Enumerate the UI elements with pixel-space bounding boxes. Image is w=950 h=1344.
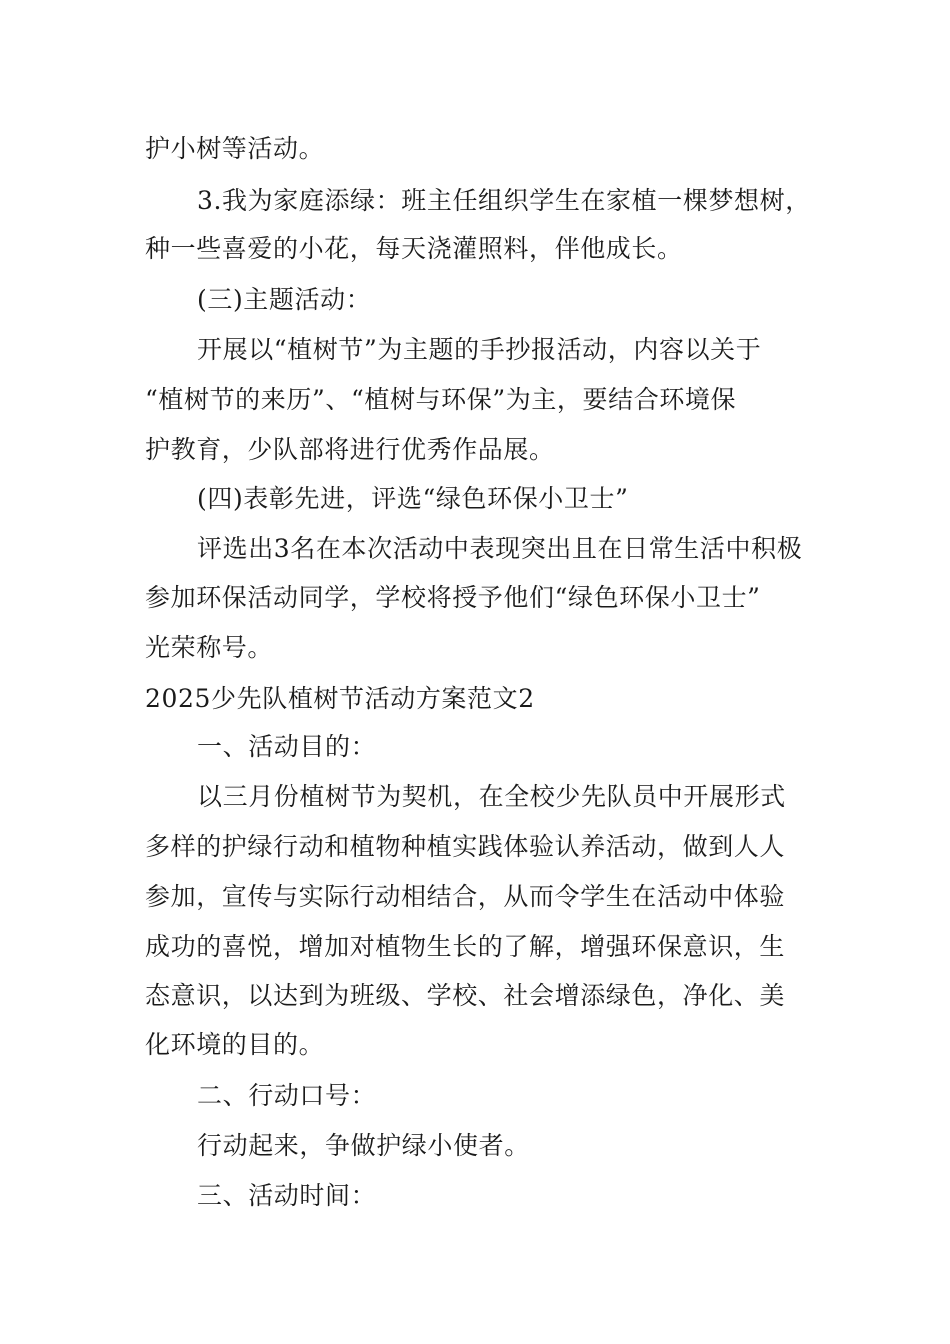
body-text-line: 护小树等活动。 <box>145 134 325 163</box>
body-text-line: 开展以“植树节”为主题的手抄报活动，内容以关于 <box>197 335 762 364</box>
body-text-line: 光荣称号。 <box>145 633 274 662</box>
body-text-line: 参加环保活动同学，学校将授予他们“绿色环保小卫士” <box>145 583 761 612</box>
body-text-line: 参加，宣传与实际行动相结合，从而令学生在活动中体验 <box>145 882 786 911</box>
section-heading-3: (三)主题活动： <box>197 285 372 314</box>
body-text-line: 以三月份植树节为契机，在全校少先队员中开展形式 <box>197 782 786 811</box>
list-item-3: 3.我为家庭添绿：班主任组织学生在家植一棵梦想树， <box>197 186 811 215</box>
section-heading-1: 一、活动目的： <box>197 732 377 761</box>
body-text-line: 评选出3名在本次活动中表现突出且在日常生活中积极 <box>197 534 803 563</box>
body-text-line: 态意识，以达到为班级、学校、社会增添绿色，净化、美 <box>145 981 786 1010</box>
body-text-line: 种一些喜爱的小花，每天浇灌照料，伴他成长。 <box>145 234 683 263</box>
body-text-line: “植树节的来历”、“植树与环保”为主，要结合环境保 <box>145 385 737 414</box>
body-text-line: 行动起来，争做护绿小使者。 <box>197 1131 530 1160</box>
body-text-line: 护教育，少队部将进行优秀作品展。 <box>145 435 555 464</box>
section-heading-2: 二、行动口号： <box>197 1081 377 1110</box>
body-text-line: 多样的护绿行动和植物种植实践体验认养活动，做到人人 <box>145 832 786 861</box>
body-text-line: 成功的喜悦，增加对植物生长的了解，增强环保意识，生 <box>145 932 786 961</box>
body-text-line: 化环境的目的。 <box>145 1030 325 1059</box>
article-title: 2025少先队植树节活动方案范文2 <box>145 684 535 713</box>
section-heading-4: (四)表彰先进，评选“绿色环保小卫士” <box>197 484 629 513</box>
section-heading-3: 三、活动时间： <box>197 1181 377 1210</box>
